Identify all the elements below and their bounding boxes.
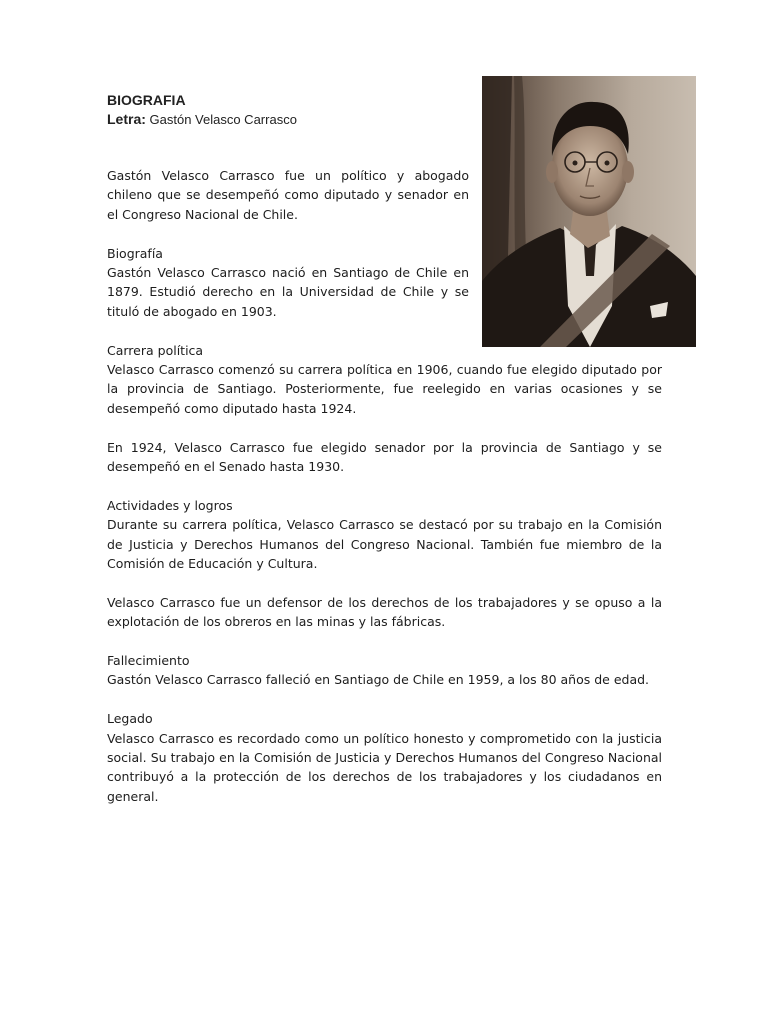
- section-title: Fallecimiento: [107, 653, 190, 669]
- section-actividades: [107, 496, 662, 574]
- letra-label: Letra:: [107, 111, 146, 127]
- section-title: Biografía: [107, 245, 163, 261]
- section-carrera: [107, 341, 662, 419]
- document-heading: BIOGRAFIA: [107, 92, 186, 108]
- section-paragraph: Velasco Carrasco es recordado como un político honesto y comprometido con la justicia social. Su trabajo en la Comisión de Justicia y Derechos Humanos del Congreso Nacional contribuyó a la protección de los derechos de los trabajadores y los ciudadanos en general.: [107, 730, 662, 804]
- section-fallecimiento: [107, 651, 662, 690]
- section-paragraph: Velasco Carrasco fue un defensor de los derechos de los trabajadores y se opuso a la explotación de los obreros en las minas y las fábricas.: [107, 594, 662, 630]
- section-title: Actividades y logros: [107, 497, 233, 513]
- section-title: Carrera política: [107, 342, 204, 358]
- section-paragraph: En 1924, Velasco Carrasco fue elegido senador por la provincia de Santiago y se desempeñó en el Senado hasta 1930.: [107, 439, 662, 475]
- letra-value: Gastón Velasco Carrasco: [145, 112, 297, 127]
- section-biografia: [107, 244, 469, 322]
- section-paragraph: Gastón Velasco Carrasco nació en Santiago de Chile en 1879. Estudió derecho en la Universidad de Chile y se tituló de abogado en 1903.: [107, 265, 469, 319]
- section-title: Legado: [107, 711, 153, 727]
- document-subtitle: [107, 110, 297, 129]
- section-legado: [107, 709, 662, 806]
- intro-paragraph: Gastón Velasco Carrasco fue un político y abogado chileno que se desempeñó como diputado y senador en el Congreso Nacional de Chile.: [107, 168, 469, 222]
- section-paragraph: Durante su carrera política, Velasco Carrasco se destacó por su trabajo en la Comisión de Justicia y Derechos Humanos del Congreso Nacional. También fue miembro de la Comisión de Educación y Cultura.: [107, 517, 662, 572]
- section-paragraph: Velasco Carrasco comenzó su carrera política en 1906, cuando fue elegido diputado por la provincia de Santiago. Posteriormente, fue reelegido en varias ocasiones y se desempeñó como diputado hasta 1924.: [107, 362, 662, 416]
- section-paragraph: Gastón Velasco Carrasco falleció en Santiago de Chile en 1959, a los 80 años de edad.: [107, 672, 650, 688]
- biography-body: [107, 166, 662, 826]
